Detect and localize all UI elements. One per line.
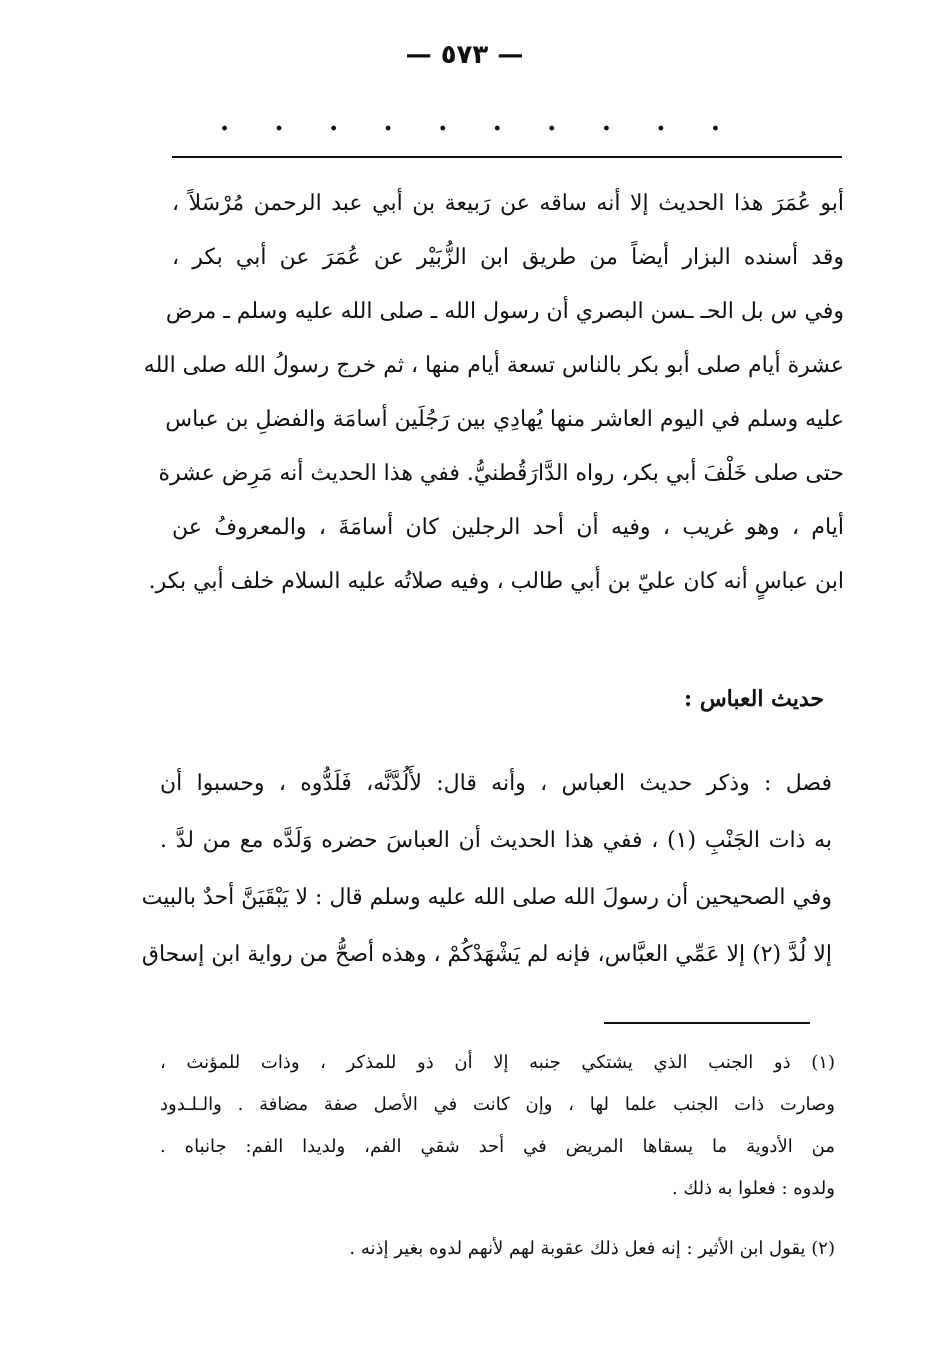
footnote-1-line: وصارت ذات الجنب علما لها ، وإن كانت في الأصل صفة مضافة . والـلـدود bbox=[160, 1094, 835, 1115]
footnote-2: (٢) يقول ابن الأثير : إنه فعل ذلك عقوبة لهم لأنهم لدوه بغير إذنه . bbox=[349, 1238, 835, 1259]
text-line: وفي الصحيحين أن رسولَ الله صلى الله عليه وسلم قال : لا يَبْقَيَنَّ أحدٌ بالبيت bbox=[141, 885, 832, 910]
footnote-1-line: ولدوه : فعلوا به ذلك . bbox=[671, 1178, 835, 1199]
dot: . bbox=[438, 107, 448, 137]
text-line: به ذات الجَنْبِ (١) ، ففي هذا الحديث أن العباسَ حضره وَلَدَّه مع من لدَّ . bbox=[160, 828, 832, 853]
dot: . bbox=[492, 107, 502, 137]
ornamental-dots bbox=[220, 107, 720, 137]
dot: . bbox=[601, 107, 611, 137]
dot: . bbox=[274, 107, 284, 137]
dot: . bbox=[656, 107, 666, 137]
text-line: أبو عُمَرَ هذا الحديث إلا أنه ساقه عن رَبيعة بن أبي عبد الرحمن مُرْسَلاً ، bbox=[172, 191, 844, 216]
text-line: أيام ، وهو غريب ، وفيه أن أحد الرجلين كان أسامَةَ ، والمعروفُ عن bbox=[172, 515, 844, 540]
text-line: عليه وسلم في اليوم العاشر منها يُهادِي بين رَجُلَين أسامَة والفضلِ بن عباس bbox=[165, 407, 844, 432]
dot: . bbox=[547, 107, 557, 137]
section-heading: حديث العباس : bbox=[684, 686, 824, 712]
text-line: وقد أسنده البزار أيضاً من طريق ابن الزُّبَيْر عن عُمَرَ عن أبي بكر ، bbox=[172, 245, 844, 270]
section-paragraph bbox=[141, 755, 832, 983]
page-number: — ٥٧٣ — bbox=[405, 40, 524, 70]
paragraph-continuation bbox=[143, 177, 844, 609]
text-line: حتى صلى خَلْفَ أبي بكر، رواه الدَّارَقُطنيُّ. ففي هذا الحديث أنه مَرِض عشرة bbox=[158, 461, 844, 486]
text-line: ابن عباسٍ أنه كان عليّ بن أبي طالب ، وفيه صلاتُه عليه السلام خلف أبي بكر. bbox=[148, 569, 844, 594]
footnote-1-line: (١) ذو الجنب الذي يشتكي جنبه إلا أن ذو للمذكر ، وذات للمؤنث ، bbox=[160, 1052, 835, 1073]
text-line: وفي س بل الحـ ـسن البصري أن رسول الله ـ صلى الله عليه وسلم ـ مرض bbox=[165, 299, 844, 324]
footnote-divider bbox=[604, 1022, 810, 1024]
footnote-1-line: من الأدوية ما يسقاها المريض في أحد شقي الفم، ولديدا الفم: جانباه . bbox=[160, 1136, 835, 1157]
dot: . bbox=[383, 107, 393, 137]
text-line: إلا لُدَّ (٢) إلا عَمِّي العبَّاس، فإنه لم يَشْهَدْكُمْ ، وهذه أصحُّ من رواية ابن إسحاق bbox=[141, 942, 832, 967]
dot: . bbox=[329, 107, 339, 137]
text-line: عشرة أيام صلى أبو بكر بالناس تسعة أيام منها ، ثم خرج رسولُ الله صلى الله bbox=[143, 353, 844, 378]
footnotes bbox=[160, 1042, 835, 1270]
dot: . bbox=[220, 107, 230, 137]
text-line: فصل : وذكر حديث العباس ، وأنه قال: لأَلُدَّنَّه، فَلَدُّوه ، وحسبوا أن bbox=[160, 771, 832, 796]
top-divider bbox=[172, 156, 842, 158]
dot: . bbox=[710, 107, 720, 137]
